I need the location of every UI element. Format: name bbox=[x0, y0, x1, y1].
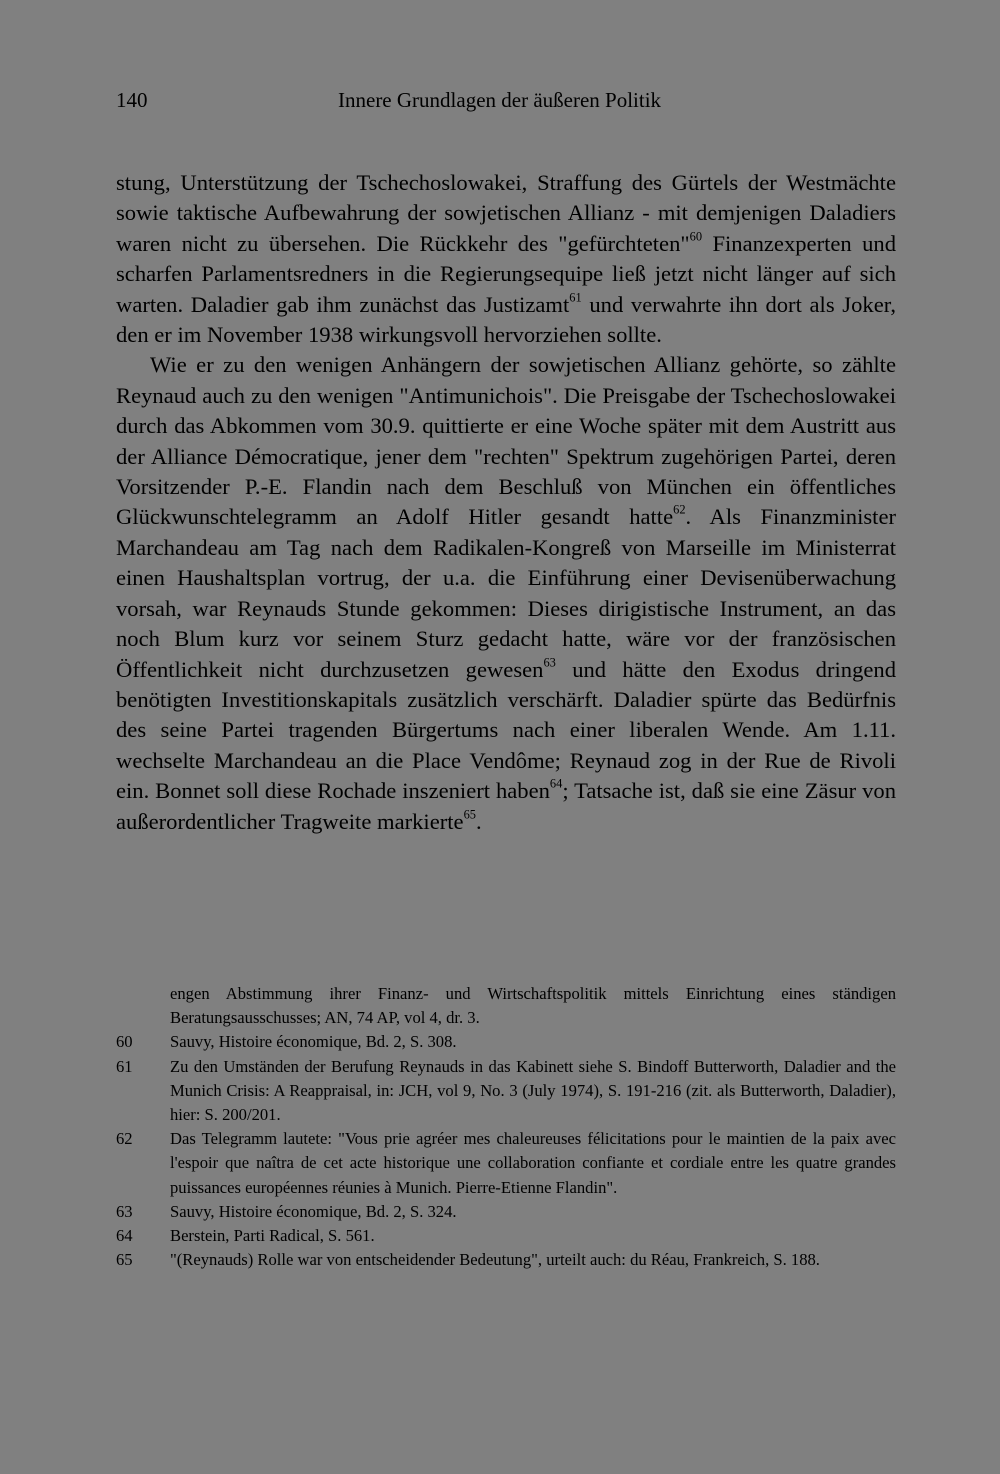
footnote-ref-61[interactable]: 61 bbox=[569, 290, 582, 305]
footnotes bbox=[116, 982, 896, 1272]
footnote-text: "(Reynauds) Rolle war von entscheidender Bedeutung", urteilt auch: du Réau, Frankreich, S. 188. bbox=[170, 1250, 820, 1270]
footnote-continuation: engen Abstimmung ihrer Finanz- und Wirtschaftspolitik mittels Einrichtung eines ständigen Beratungsausschusses; AN, 74 AP, vol 4, dr. 3. bbox=[170, 984, 896, 1028]
paragraph-2-text: . Als Finanzminister Marchandeau am Tag nach dem Radikalen-Kongreß von Marseille im Ministerrat einen Haushaltsplan vortrug, der u.a. die Einführung einer Devisenüberwachung vorsah, war Reynauds Stunde gekommen: Dieses dirigistische Instrument, an das noch Blum kurz vor seinem Sturz gedacht hatte, wäre vor der französischen Öffentlichkeit nicht durchzusetzen gewesen bbox=[116, 504, 896, 682]
paragraph-1-text: stung, Unterstützung der Tschechoslowakei, Straffung des Gürtels der Westmächte sowie taktische Aufbewahrung der sowjetischen Allianz - mit demjenigen Daladiers waren nicht zu übersehen. Die Rückkehr des "gefürchteten" bbox=[116, 170, 896, 256]
footnote-ref-64[interactable]: 64 bbox=[549, 776, 563, 791]
footnote-ref-62[interactable]: 62 bbox=[673, 502, 686, 517]
running-title: Innere Grundlagen der äußeren Politik bbox=[338, 88, 662, 112]
footnote-number: 64 bbox=[116, 1226, 133, 1246]
footnote-text: Zu den Umständen der Berufung Reynauds in das Kabinett siehe S. Bindoff Butterworth, Daladier and the Munich Crisis: A Reappraisal, in: JCH, vol 9, No. 3 (July 1974), S. 191-216 (zit. als Butterworth, Daladier), hier: S. 200/201. bbox=[170, 1056, 896, 1125]
footnote-65 bbox=[116, 1248, 896, 1272]
paragraph-1-text: und verwahrte ihn dort als Joker, den er im November 1938 wirkungsvoll hervorziehen sollte. bbox=[116, 291, 896, 348]
body-text bbox=[116, 168, 896, 837]
paragraph-2-text: und hätte den Exodus dringend benötigten Investitionskapitals zusätzlich verschärft. Daladier spürte das Bedürfnis des seine Partei tragenden Bürgertums nach einer liberalen Wende. Am 1.11. wechselte Marchandeau an die Place Vendôme; Reynaud zog in der Rue de Rivoli ein. Bonnet soll diese Rochade inszeniert haben bbox=[116, 656, 896, 804]
footnote-61 bbox=[116, 1055, 896, 1128]
paragraph-2-text: ; Tatsache ist, daß sie eine Zäsur von außerordentlicher Tragweite markierte bbox=[116, 778, 896, 834]
footnote-number: 65 bbox=[116, 1250, 133, 1270]
paragraph-2-text: Wie er zu den wenigen Anhängern der sowjetischen Allianz gehörte, so zählte Reynaud auch zu den wenigen "Antimunichois". Die Preisgabe der Tschechoslowakei durch das Abkommen vom 30.9. quittierte er eine Woche später mit dem Austritt aus der Alliance Démocratique, jener dem "rechten" Spektrum zugehörigen Partei, deren Vorsitzender P.-E. Flandin nach dem Beschluß von München ein öffentliches Glückwunschtelegramm an Adolf Hitler gesandt hatte bbox=[116, 352, 896, 530]
footnote-ref-60[interactable]: 60 bbox=[689, 229, 703, 244]
footnote-number: 62 bbox=[116, 1129, 133, 1149]
footnote-ref-63[interactable]: 63 bbox=[543, 654, 556, 669]
footnote-63 bbox=[116, 1200, 896, 1224]
footnote-text: Sauvy, Histoire économique, Bd. 2, S. 324. bbox=[170, 1201, 457, 1221]
footnote-number: 61 bbox=[116, 1056, 133, 1076]
paragraph-1 bbox=[116, 168, 896, 350]
running-head bbox=[116, 88, 890, 118]
footnote-number: 60 bbox=[116, 1032, 133, 1052]
footnote-62 bbox=[116, 1127, 896, 1200]
footnote-text: Berstein, Parti Radical, S. 561. bbox=[170, 1226, 375, 1246]
footnote-text: Sauvy, Histoire économique, Bd. 2, S. 308. bbox=[170, 1032, 457, 1052]
paragraph-2 bbox=[116, 350, 896, 837]
footnote-number: 63 bbox=[116, 1201, 133, 1221]
paragraph-1-text: Finanzexperten und scharfen Parlamentsredners in die Regierungsequipe ließ jetzt nicht länger auf sich warten. Daladier gab ihm zunächst das Justizamt bbox=[116, 230, 896, 317]
footnote-text: Das Telegramm lautete: "Vous prie agréer mes chaleureuses félicitations pour le maintien de la paix avec l'espoir que naîtra de cet acte historique une collaboration confiante et cordiale entre les quatre grandes puissances européennes réunies à Munich. Pierre-Etienne Flandin". bbox=[170, 1129, 896, 1197]
footnote-60 bbox=[116, 1030, 896, 1054]
footnote-64 bbox=[116, 1224, 896, 1248]
paragraph-2-text: . bbox=[475, 808, 482, 834]
page-number: 140 bbox=[116, 88, 148, 112]
footnote-ref-65[interactable]: 65 bbox=[463, 806, 476, 821]
